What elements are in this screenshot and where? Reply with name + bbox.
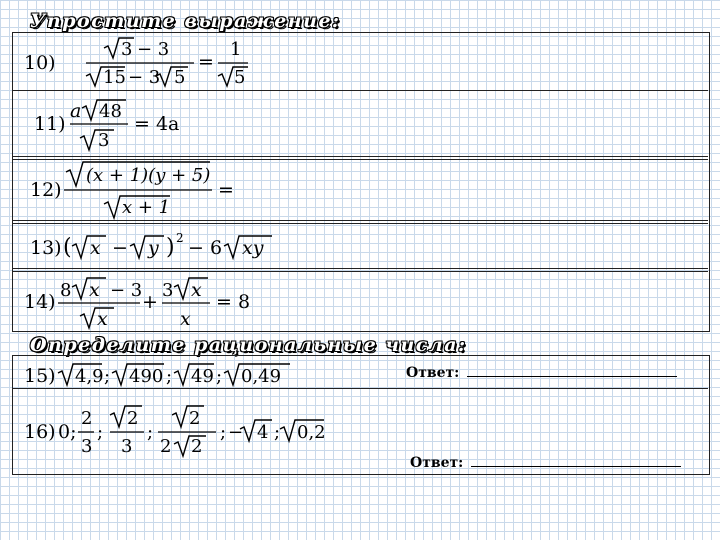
- problem-16-number: 16): [24, 421, 56, 443]
- f3-radicand: 2: [189, 408, 201, 429]
- problem-10: [24, 36, 264, 88]
- variable-a: a: [70, 100, 82, 122]
- answer-15: [406, 364, 677, 381]
- problem-11: [34, 96, 214, 152]
- heading-rational: Определите рациональные числа:: [30, 334, 467, 356]
- problem-16: [24, 402, 324, 460]
- problem-11-number: 11): [34, 113, 66, 135]
- coef-8: 8: [60, 280, 72, 301]
- divider-3: [12, 220, 708, 221]
- separator: ;: [104, 366, 111, 387]
- radicand-5: 5: [174, 67, 186, 88]
- close-paren: ): [166, 235, 175, 260]
- f1-numerator: 2: [81, 408, 93, 429]
- zero: 0;: [58, 421, 77, 443]
- problem-15: [24, 360, 304, 388]
- problem-12: [30, 160, 250, 220]
- numerator-rest: − 3: [137, 39, 170, 60]
- radicand-4: 4: [257, 422, 269, 443]
- answer-15-field[interactable]: [467, 364, 677, 377]
- minus-sign: −: [228, 422, 244, 443]
- rhs-numerator: 1: [230, 39, 242, 60]
- separator: ;: [97, 422, 104, 443]
- radicand-3: 3: [121, 39, 133, 60]
- f3-den-radicand: 2: [191, 436, 203, 457]
- radicand-3: 3: [98, 130, 110, 151]
- heading-simplify: Упростите выражение:: [30, 10, 341, 32]
- problem-12-number: 12): [30, 179, 62, 201]
- denominator-x: x: [180, 308, 191, 330]
- answer-15-label: Ответ:: [406, 365, 460, 381]
- separator: ;: [147, 422, 154, 443]
- problem-13-number: 13): [30, 237, 62, 259]
- minus-six: − 6: [188, 237, 223, 259]
- radicand-0-49: 0,49: [241, 366, 282, 387]
- f2-radicand: 2: [127, 408, 139, 429]
- rhs: = 4a: [134, 113, 180, 135]
- radicand-48: 48: [99, 101, 122, 122]
- f1-denominator: 3: [81, 436, 93, 457]
- problem-10-number: 10): [24, 52, 56, 74]
- problem-13: [30, 230, 270, 264]
- coef-3: 3: [162, 280, 174, 301]
- equals-sign: =: [198, 51, 214, 73]
- radicand-y: y: [148, 237, 159, 259]
- divider-5: [12, 388, 708, 389]
- radicand-product: (x + 1)(y + 5): [86, 165, 211, 186]
- divider-2: [12, 156, 708, 157]
- radicand-490: 490: [129, 366, 164, 387]
- plus-sign: +: [142, 291, 158, 313]
- separator: ;: [216, 366, 223, 387]
- radicand-0-2: 0,2: [297, 422, 326, 443]
- answer-16-label: Ответ:: [410, 455, 464, 471]
- rhs: = 8: [216, 291, 251, 313]
- divider-1: [12, 90, 708, 91]
- answer-16-field[interactable]: [471, 454, 681, 467]
- separator: ;: [274, 422, 281, 443]
- problem-14-number: 14): [24, 291, 56, 313]
- answer-16: [410, 454, 681, 471]
- radicand-x: x: [97, 308, 108, 330]
- minus-three: − 3: [110, 280, 143, 301]
- separator: ;: [220, 422, 227, 443]
- equals-sign: =: [218, 179, 234, 201]
- radicand-15: 15 − 3: [103, 67, 161, 88]
- exponent-2: 2: [176, 231, 184, 245]
- rhs-radicand: 5: [234, 67, 246, 88]
- radicand-4-9: 4,9: [75, 366, 104, 387]
- sqrt-symbol: [72, 236, 106, 258]
- radicand-49: 49: [191, 366, 214, 387]
- radicand-x: x: [89, 279, 100, 301]
- separator: ;: [166, 366, 173, 387]
- radicand-x-plus-1: x + 1: [122, 197, 171, 218]
- minus-sign: −: [112, 237, 128, 259]
- problem-15-number: 15): [24, 365, 56, 387]
- problem-14: [24, 274, 264, 332]
- radicand-x: x: [90, 237, 101, 259]
- f3-den-coef: 2: [160, 436, 172, 457]
- f2-denominator: 3: [121, 436, 133, 457]
- radicand-xy: xy: [242, 237, 264, 259]
- radicand-x: x: [191, 279, 202, 301]
- divider-4: [12, 268, 708, 269]
- open-paren: (: [63, 235, 72, 260]
- sqrt-symbol: [130, 236, 164, 258]
